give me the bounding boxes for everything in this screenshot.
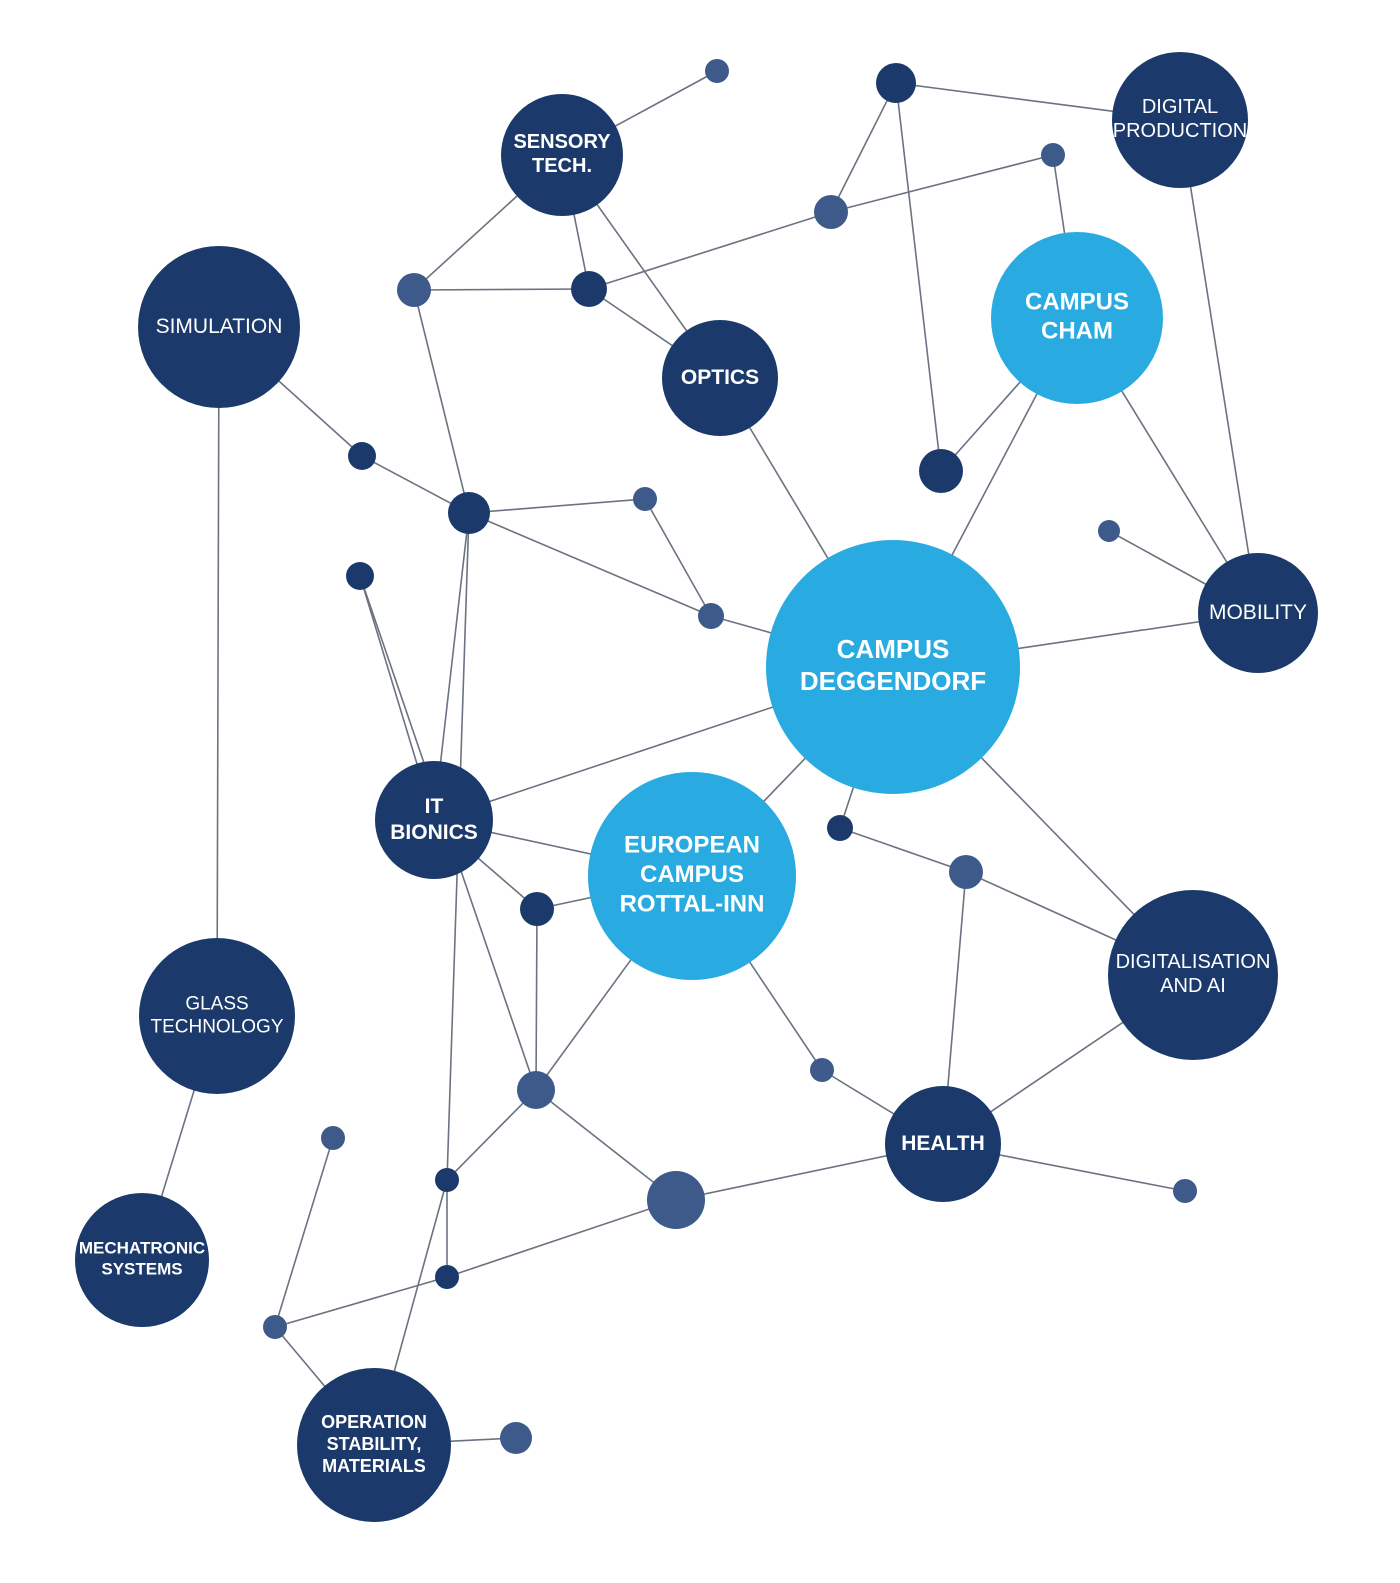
node-digital-production[interactable]: [1112, 52, 1248, 188]
main-nodes-layer: [75, 52, 1318, 1522]
graph-edge: [589, 212, 831, 289]
graph-edge: [831, 83, 896, 212]
connector-node-c11[interactable]: [633, 487, 657, 511]
node-mobility[interactable]: [1198, 553, 1318, 673]
connector-node-c16[interactable]: [520, 892, 554, 926]
node-european-campus[interactable]: [588, 772, 796, 980]
graph-edge: [831, 155, 1053, 212]
node-digitalisation-ai[interactable]: [1108, 890, 1278, 1060]
connector-node-c12[interactable]: [346, 562, 374, 590]
node-campus-cham[interactable]: [991, 232, 1163, 404]
connector-node-c9[interactable]: [1098, 520, 1120, 542]
connector-node-c17[interactable]: [517, 1071, 555, 1109]
node-glass-technology[interactable]: [139, 938, 295, 1094]
node-label: GLASS TECHNOLOGY: [150, 993, 284, 1038]
graph-edge: [217, 327, 219, 1016]
connector-node-c21[interactable]: [435, 1168, 459, 1192]
connector-node-c6[interactable]: [571, 271, 607, 307]
node-label: EUROPEAN CAMPUS ROTTAL-INN: [619, 832, 765, 918]
connector-node-c19[interactable]: [321, 1126, 345, 1150]
connector-node-c1[interactable]: [705, 59, 729, 83]
connector-node-c25[interactable]: [500, 1422, 532, 1454]
graph-edge: [414, 290, 469, 513]
node-label: IT BIONICS: [390, 794, 478, 844]
node-optics[interactable]: [662, 320, 778, 436]
connector-node-c15[interactable]: [949, 855, 983, 889]
connector-node-c18[interactable]: [810, 1058, 834, 1082]
node-it-bionics[interactable]: [375, 761, 493, 879]
graph-edge: [414, 289, 589, 290]
node-label: OPERATION STABILITY, MATERIALS: [321, 1411, 427, 1476]
node-label: SENSORY TECH.: [513, 131, 611, 178]
connector-node-c4[interactable]: [814, 195, 848, 229]
node-label: DIGITAL PRODUCTION: [1112, 96, 1248, 143]
node-simulation[interactable]: [138, 246, 300, 408]
connector-node-c8[interactable]: [919, 449, 963, 493]
node-operation-stability[interactable]: [297, 1368, 451, 1522]
graph-edge: [536, 909, 537, 1090]
node-label: SIMULATION: [155, 314, 283, 338]
graph-edge: [1180, 120, 1258, 613]
node-mechatronic-systems[interactable]: [75, 1193, 209, 1327]
node-label: OPTICS: [680, 365, 760, 389]
node-label: HEALTH: [901, 1131, 985, 1155]
connector-node-c10[interactable]: [448, 492, 490, 534]
node-label: MECHATRONIC SYSTEMS: [78, 1239, 206, 1279]
connector-node-c2[interactable]: [876, 63, 916, 103]
connector-node-c3[interactable]: [1041, 143, 1065, 167]
node-label: DIGITALISATION AND AI: [1115, 951, 1271, 998]
connector-node-c22[interactable]: [1173, 1179, 1197, 1203]
graph-edge: [469, 513, 711, 616]
graph-edge: [447, 1200, 676, 1277]
graph-edge: [469, 499, 645, 513]
node-label: CAMPUS DEGGENDORF: [799, 634, 987, 696]
graph-edge: [840, 828, 966, 872]
connector-node-c7[interactable]: [348, 442, 376, 470]
node-sensory-tech[interactable]: [501, 94, 623, 216]
connector-node-c23[interactable]: [435, 1265, 459, 1289]
node-label: CAMPUS CHAM: [1024, 288, 1130, 345]
connector-node-c13[interactable]: [698, 603, 724, 629]
graph-edge: [275, 1138, 333, 1327]
graph-edge: [896, 83, 941, 471]
connector-node-c24[interactable]: [263, 1315, 287, 1339]
connector-node-c5[interactable]: [397, 273, 431, 307]
graph-edge: [645, 499, 711, 616]
node-campus-deggendorf[interactable]: [766, 540, 1020, 794]
node-health[interactable]: [885, 1086, 1001, 1202]
connector-node-c20[interactable]: [647, 1171, 705, 1229]
node-label: MOBILITY: [1208, 600, 1308, 624]
connector-node-c14[interactable]: [827, 815, 853, 841]
graph-edge: [275, 1277, 447, 1327]
